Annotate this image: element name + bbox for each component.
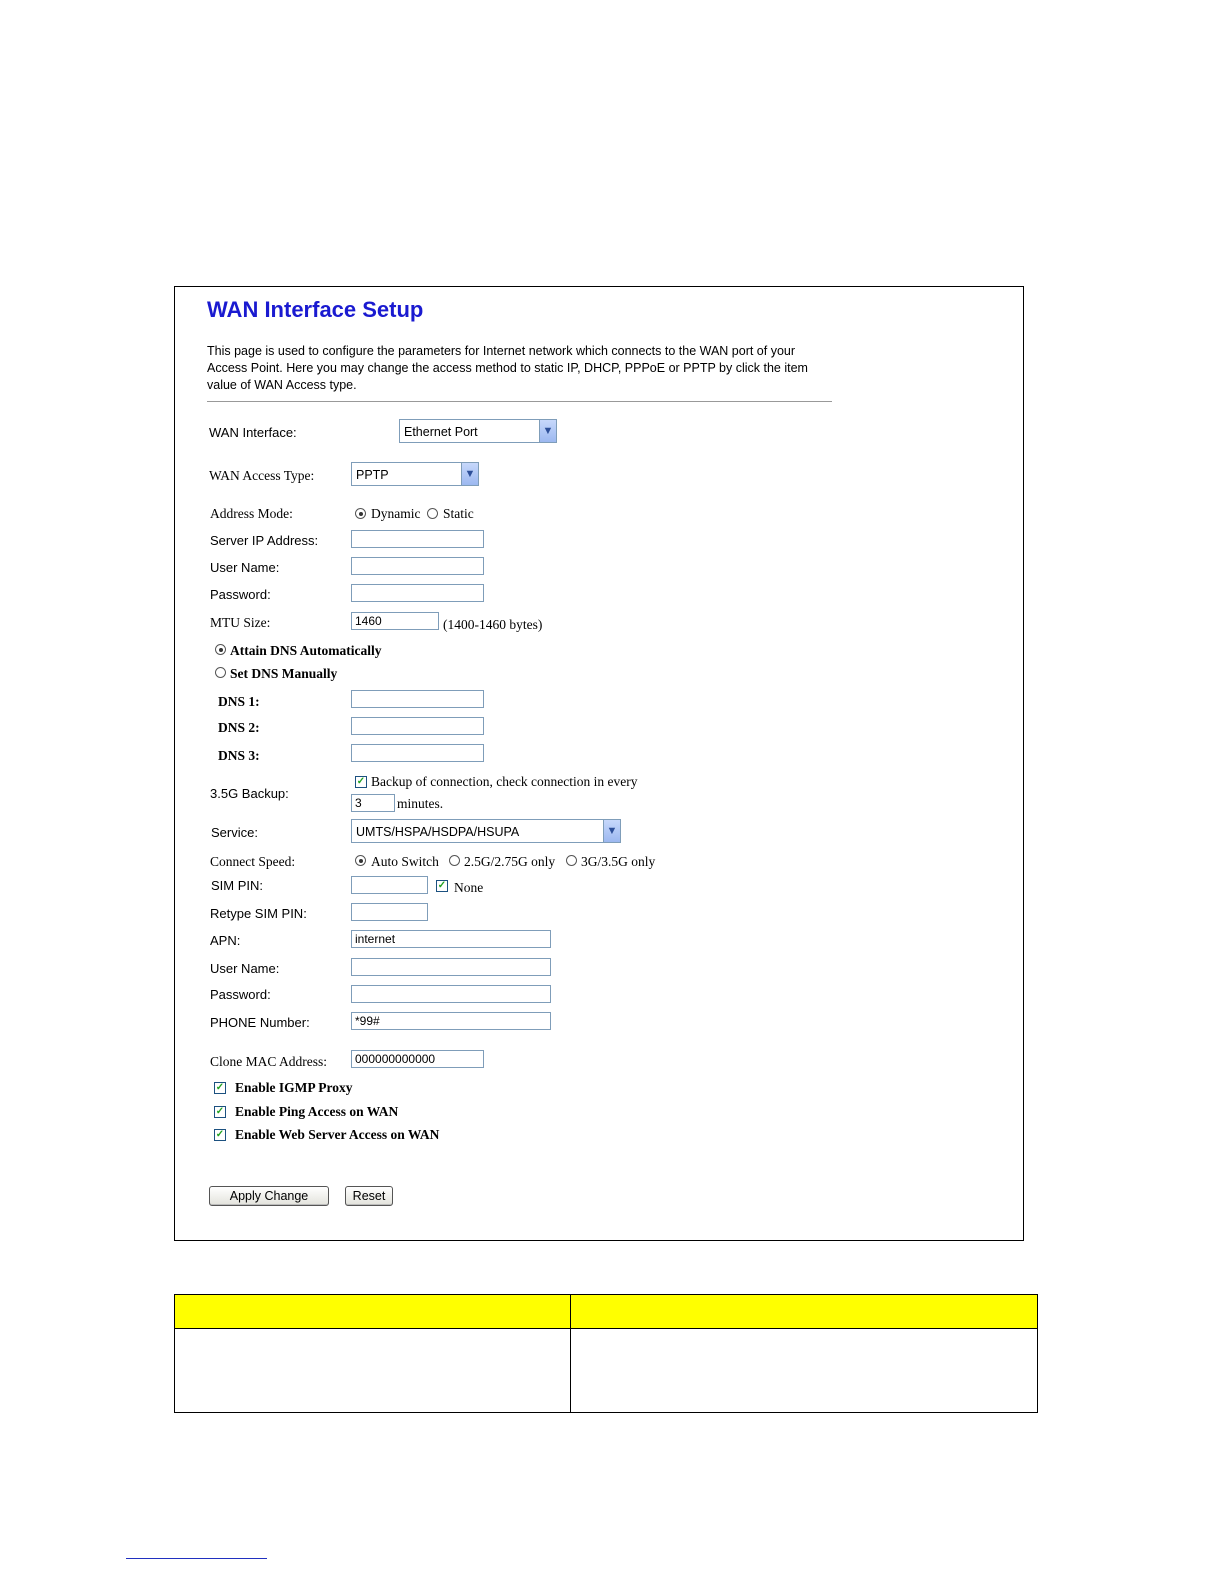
connect-speed-label: Connect Speed: xyxy=(210,854,296,869)
user-name-3g-label: User Name: xyxy=(210,961,280,976)
dns1-input[interactable] xyxy=(351,690,484,708)
connect-speed-3g-label: 3G/3.5G only xyxy=(581,854,656,869)
backup-label: 3.5G Backup: xyxy=(210,786,289,801)
backup-checkbox[interactable] xyxy=(355,776,367,788)
checkmark-icon: ✓ xyxy=(356,776,366,787)
dns-auto-label: Attain DNS Automatically xyxy=(230,643,382,658)
backup-check-label: Backup of connection, check connection in every xyxy=(371,774,638,789)
address-mode-static-label: Static xyxy=(443,506,474,521)
clone-mac-input[interactable]: 000000000000 xyxy=(351,1050,484,1068)
chevron-down-icon: ▼ xyxy=(539,420,556,442)
mtu-label: MTU Size: xyxy=(210,615,271,630)
web-access-label: Enable Web Server Access on WAN xyxy=(235,1127,440,1142)
server-ip-label: Server IP Address: xyxy=(210,533,319,548)
wan-interface-value: Ethernet Port xyxy=(404,425,478,439)
table-header-cell xyxy=(175,1295,571,1329)
table-cell xyxy=(571,1329,1038,1413)
wan-access-type-select[interactable] xyxy=(351,462,479,486)
wan-access-type-value: PPTP xyxy=(356,468,389,482)
phone-number-input[interactable]: *99# xyxy=(351,1012,551,1030)
wan-access-type-label: WAN Access Type: xyxy=(209,468,315,483)
dns3-input[interactable] xyxy=(351,744,484,762)
service-label: Service: xyxy=(211,825,258,840)
web-access-checkbox[interactable] xyxy=(214,1129,226,1141)
wan-interface-select[interactable] xyxy=(399,419,557,443)
dns3-label: DNS 3: xyxy=(218,748,260,763)
page-description: This page is used to configure the parameters for Internet network which connects to the WAN port of your Access Point. Here you may change the access method to static IP, DHCP, PPPoE or PPTP by click the item value of WAN Access type. xyxy=(207,344,808,392)
connect-speed-auto-label: Auto Switch xyxy=(371,854,439,869)
wan-interface-label: WAN Interface: xyxy=(209,425,297,440)
clone-mac-label: Clone MAC Address: xyxy=(210,1054,328,1069)
service-value: UMTS/HSPA/HSDPA/HSUPA xyxy=(356,825,520,839)
table-cell xyxy=(175,1329,571,1413)
checkmark-icon: ✓ xyxy=(215,1129,225,1140)
divider xyxy=(207,401,832,402)
chevron-down-icon: ▼ xyxy=(461,463,478,485)
description-table xyxy=(174,1294,1038,1413)
retype-sim-pin-input[interactable] xyxy=(351,903,428,921)
checkmark-icon: ✓ xyxy=(215,1106,225,1117)
sim-pin-none-label: None xyxy=(454,880,484,895)
address-mode-dynamic-label: Dynamic xyxy=(371,506,421,521)
dns2-input[interactable] xyxy=(351,717,484,735)
server-ip-input[interactable] xyxy=(351,530,484,548)
dns1-label: DNS 1: xyxy=(218,694,260,709)
connect-speed-2g-label: 2.5G/2.75G only xyxy=(464,854,556,869)
table-header-row xyxy=(175,1295,1038,1329)
table-header-cell xyxy=(571,1295,1038,1329)
user-name-label: User Name: xyxy=(210,560,280,575)
mtu-hint: (1400-1460 bytes) xyxy=(443,617,543,632)
chevron-down-icon: ▼ xyxy=(603,820,620,842)
retype-sim-pin-label: Retype SIM PIN: xyxy=(210,906,307,921)
user-name-input[interactable] xyxy=(351,557,484,575)
apply-change-button[interactable]: Apply Change xyxy=(209,1186,329,1206)
footnote-rule xyxy=(126,1558,267,1559)
dns2-label: DNS 2: xyxy=(218,720,260,735)
ping-label: Enable Ping Access on WAN xyxy=(235,1104,399,1119)
password-input[interactable] xyxy=(351,584,484,602)
table-row xyxy=(175,1329,1038,1413)
password-label: Password: xyxy=(210,587,271,602)
mtu-input[interactable]: 1460 xyxy=(351,612,439,630)
backup-minutes-label: minutes. xyxy=(397,796,444,811)
user-name-3g-input[interactable] xyxy=(351,958,551,976)
sim-pin-input[interactable] xyxy=(351,876,428,894)
apn-input[interactable]: internet xyxy=(351,930,551,948)
igmp-checkbox[interactable] xyxy=(214,1082,226,1094)
ping-checkbox[interactable] xyxy=(214,1106,226,1118)
address-mode-label: Address Mode: xyxy=(210,506,293,521)
checkmark-icon: ✓ xyxy=(215,1082,225,1093)
backup-minutes-input[interactable]: 3 xyxy=(351,794,395,812)
dns-auto-radio[interactable] xyxy=(215,644,226,655)
apn-label: APN: xyxy=(210,933,241,948)
address-mode-dynamic-radio[interactable] xyxy=(355,508,366,519)
igmp-label: Enable IGMP Proxy xyxy=(235,1080,353,1095)
service-select[interactable] xyxy=(351,819,621,843)
address-mode-static-radio[interactable] xyxy=(427,508,438,519)
sim-pin-none-checkbox[interactable] xyxy=(436,880,448,892)
dns-manual-label: Set DNS Manually xyxy=(230,666,338,681)
checkmark-icon: ✓ xyxy=(437,880,447,891)
connect-speed-2g-radio[interactable] xyxy=(449,855,460,866)
password-3g-label: Password: xyxy=(210,987,271,1002)
dns-manual-radio[interactable] xyxy=(215,667,226,678)
screenshot-frame xyxy=(174,286,1024,1241)
connect-speed-3g-radio[interactable] xyxy=(566,855,577,866)
page-title: WAN Interface Setup xyxy=(207,297,424,322)
sim-pin-label: SIM PIN: xyxy=(211,878,264,893)
phone-number-label: PHONE Number: xyxy=(210,1015,310,1030)
connect-speed-auto-radio[interactable] xyxy=(355,855,366,866)
reset-button[interactable]: Reset xyxy=(345,1186,393,1206)
password-3g-input[interactable] xyxy=(351,985,551,1003)
